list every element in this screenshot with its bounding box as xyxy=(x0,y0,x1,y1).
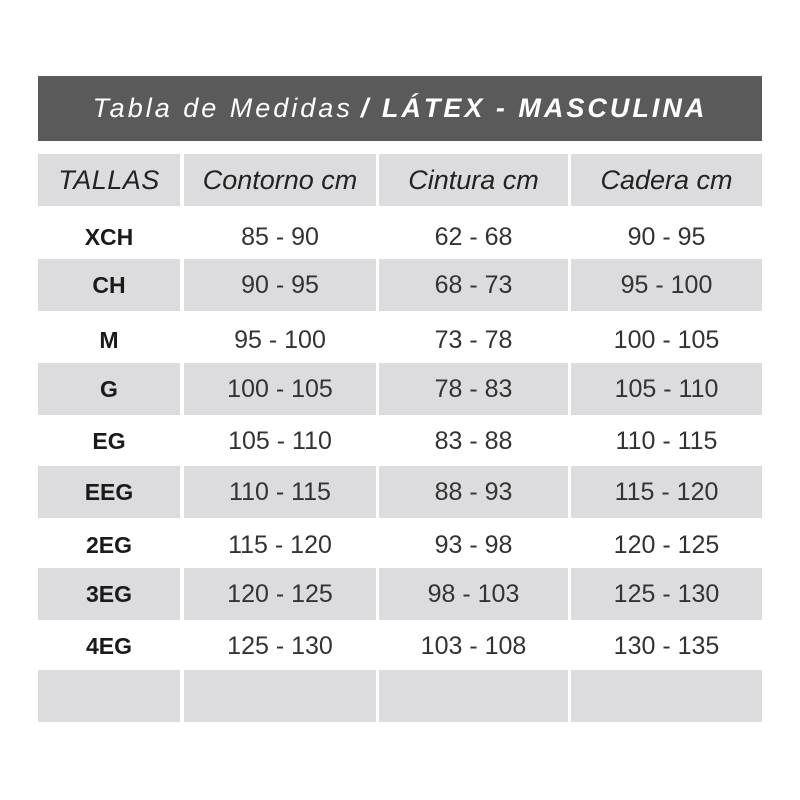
contorno-value: 120 - 125 xyxy=(184,568,376,620)
contorno-value: 85 - 90 xyxy=(241,222,319,251)
cintura-value: 98 - 103 xyxy=(379,568,568,620)
size-label xyxy=(38,670,180,722)
header-tallas: TALLAS xyxy=(38,154,180,206)
cintura-value: 68 - 73 xyxy=(379,259,568,311)
size-label: XCH xyxy=(84,223,134,250)
size-label: CH xyxy=(38,259,180,311)
cintura-value: 78 - 83 xyxy=(379,363,568,415)
cadera-value: 125 - 130 xyxy=(571,568,762,620)
contorno-value: 100 - 105 xyxy=(184,363,376,415)
header-cadera: Cadera cm xyxy=(571,154,762,206)
cintura-value: 103 - 108 xyxy=(420,631,527,660)
cadera-value xyxy=(571,670,762,722)
cadera-value: 105 - 110 xyxy=(571,363,762,415)
size-label: 2EG xyxy=(85,531,133,558)
table-row xyxy=(38,620,762,672)
size-label: EG xyxy=(92,427,126,454)
cadera-value: 95 - 100 xyxy=(571,259,762,311)
cintura-value: 93 - 98 xyxy=(434,530,513,559)
table-row xyxy=(38,314,762,366)
contorno-value: 95 - 100 xyxy=(234,325,326,354)
size-label: 4EG xyxy=(85,632,133,659)
table-row-empty xyxy=(38,670,762,722)
cintura-value: 62 - 68 xyxy=(434,222,513,251)
contorno-value xyxy=(184,670,376,722)
title-text: Tabla de Medidas xyxy=(92,93,353,123)
table-header-row xyxy=(38,154,762,206)
cintura-value xyxy=(379,670,568,722)
table-row xyxy=(38,363,762,415)
cadera-value: 110 - 115 xyxy=(615,426,718,455)
table-row xyxy=(38,519,762,571)
header-contorno: Contorno cm xyxy=(184,154,376,206)
contorno-value: 105 - 110 xyxy=(228,426,332,455)
contorno-value: 90 - 95 xyxy=(184,259,376,311)
cintura-value: 88 - 93 xyxy=(379,466,568,518)
table-title-bar xyxy=(38,76,762,141)
cadera-value: 90 - 95 xyxy=(627,222,706,251)
cadera-value: 120 - 125 xyxy=(613,530,720,559)
size-label: 3EG xyxy=(38,568,180,620)
size-label: G xyxy=(38,363,180,415)
contorno-value: 115 - 120 xyxy=(228,530,332,559)
table-row xyxy=(38,259,762,311)
cintura-value: 83 - 88 xyxy=(434,426,513,455)
size-label: M xyxy=(99,326,119,353)
cadera-value: 130 - 135 xyxy=(613,631,720,660)
table-row xyxy=(38,415,762,467)
table-row xyxy=(38,211,762,263)
cintura-value: 73 - 78 xyxy=(434,325,513,354)
cadera-value: 100 - 105 xyxy=(613,325,720,354)
table-row xyxy=(38,568,762,620)
header-cintura: Cintura cm xyxy=(379,154,568,206)
size-label: EEG xyxy=(38,466,180,518)
contorno-value: 110 - 115 xyxy=(184,466,376,518)
cadera-value: 115 - 120 xyxy=(571,466,762,518)
title-subtitle: / LÁTEX - MASCULINA xyxy=(360,93,708,123)
contorno-value: 125 - 130 xyxy=(227,631,333,660)
table-row xyxy=(38,466,762,518)
